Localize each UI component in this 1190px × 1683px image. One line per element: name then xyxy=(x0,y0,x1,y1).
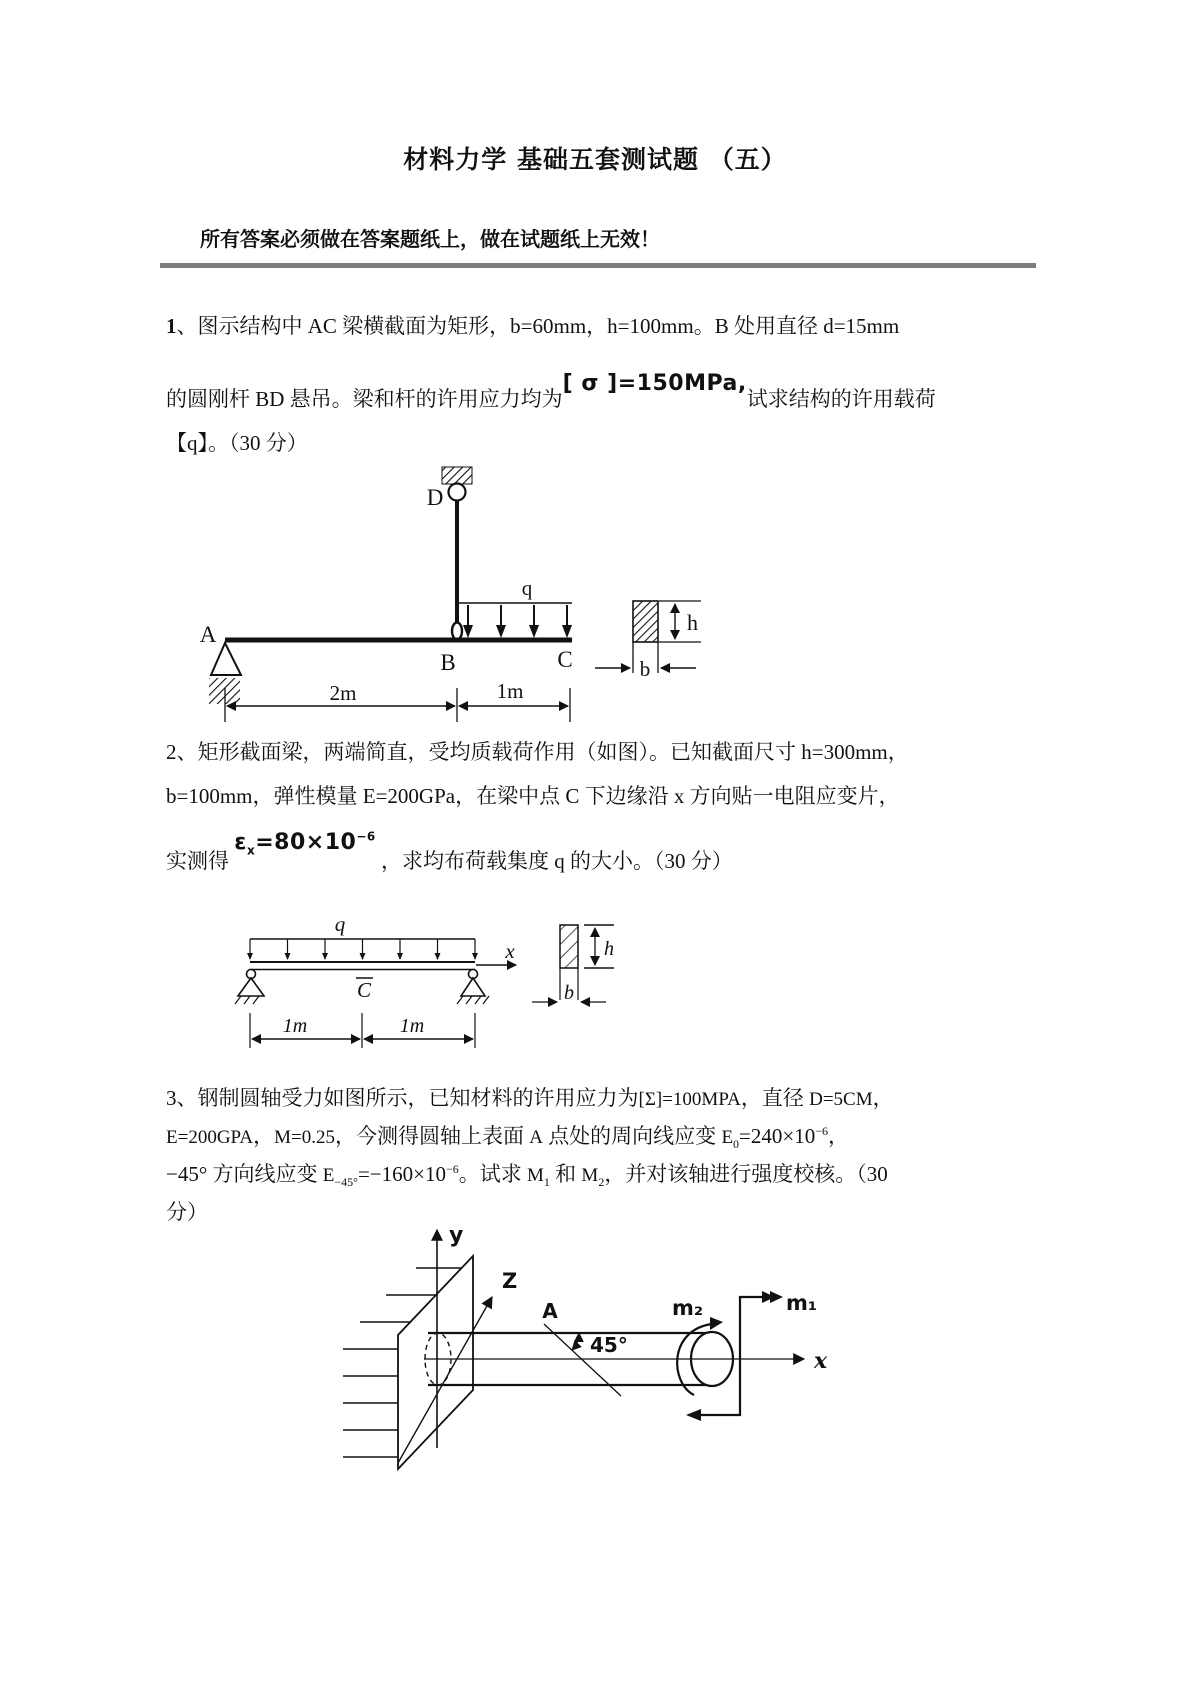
dim-1m: 1m xyxy=(496,679,524,703)
q3-line3: −45° 方向线应变 $E_{-45^\circ}=-160\times 10^{-6}$。试求 $M_1$ 和 $M_2$，并对该轴进行强度校核。（30 xyxy=(166,1162,888,1190)
q1-line3: 【q】。（30 分） xyxy=(166,431,308,455)
fixed-wall xyxy=(343,1256,473,1469)
q1-line1: 1、图示结构中 AC 梁横截面为矩形，b=60mm，h=100mm。B 处用直径 d=15mm xyxy=(166,314,900,338)
section-h-label: h xyxy=(604,938,614,960)
distributed-load xyxy=(457,603,572,638)
label-c: C xyxy=(356,978,372,1002)
q2-line2: b=100mm，弹性模量 E=200GPa，在梁中点 C 下边缘沿 x 方向贴一电阻应变片， xyxy=(166,784,900,808)
q2-number: 2 xyxy=(166,740,177,764)
q2-figure xyxy=(210,898,650,1070)
label-d: D xyxy=(426,485,444,510)
torque-m2-label: m₂ xyxy=(672,1296,704,1320)
q2-line3: 实测得 $\varepsilon_x=80\times 10^{-6}$ ，求均布荷载集度 q 的大小。（30 分） xyxy=(166,829,733,873)
y-axis-label: y xyxy=(449,1223,464,1248)
q2-line1: 2、矩形截面梁，两端简直，受均质载荷作用（如图）。已知截面尺寸 h=300mm， xyxy=(166,740,909,764)
beam xyxy=(250,962,475,970)
q3-line1: 3、钢制圆轴受力如图所示，已知材料的许用应力为[Σ]=100MPA，直径 D=5CM， xyxy=(166,1086,894,1110)
hinge-d xyxy=(449,484,466,501)
q3-line2: E=200GPA，M=0.25，今测得圆轴上表面 A 点处的周向线应变 $E_0=240\times 10^{-6}$， xyxy=(166,1124,850,1152)
moment-m1-label: m₁ xyxy=(786,1291,818,1315)
label-load-q: q xyxy=(334,912,346,936)
q1-line2: 的圆刚杆 BD 悬吊。梁和杆的许用应力均为[ σ ]=150MPa,试求结构的许用载荷 xyxy=(166,371,936,411)
angle-45-label: 45° xyxy=(590,1333,628,1357)
q2-strain-formula: $\varepsilon_x=80\times 10^{-6}$ xyxy=(234,829,376,858)
q1-figure xyxy=(180,435,720,727)
ceiling-support-hatch xyxy=(442,467,472,484)
label-a: A xyxy=(199,622,217,647)
q3-number: 3 xyxy=(166,1086,177,1110)
page-title: 材料力学 基础五套测试题 （五） xyxy=(403,145,787,174)
point-a-label: A xyxy=(542,1299,558,1323)
dim-right-1m: 1m xyxy=(399,1015,425,1037)
label-b: B xyxy=(440,650,456,675)
q1-number: 1 xyxy=(166,314,177,338)
rod-bd xyxy=(452,500,462,640)
z-axis-label: Z xyxy=(502,1269,518,1293)
left-support xyxy=(235,970,264,1005)
divider-rule xyxy=(160,263,1036,268)
x-axis-label: x xyxy=(814,1348,828,1374)
q3-figure xyxy=(320,1218,835,1568)
label-load-q: q xyxy=(521,576,533,600)
section-b-label: b xyxy=(639,657,651,681)
label-c: C xyxy=(557,647,573,672)
q3-line4: 分） xyxy=(166,1200,208,1224)
answer-notice: 所有答案必须做在答案题纸上，做在试题纸上无效！ xyxy=(200,227,660,251)
section-h-label: h xyxy=(687,610,698,635)
x-axis-label: x xyxy=(505,939,515,963)
distributed-load xyxy=(247,939,478,960)
dim-2m: 2m xyxy=(329,681,357,705)
right-support xyxy=(457,970,489,1005)
section-b-label: b xyxy=(564,982,574,1004)
dim-left-1m: 1m xyxy=(282,1015,308,1037)
q1-allowable-stress-formula: [ σ ]=150MPa, xyxy=(562,371,747,396)
